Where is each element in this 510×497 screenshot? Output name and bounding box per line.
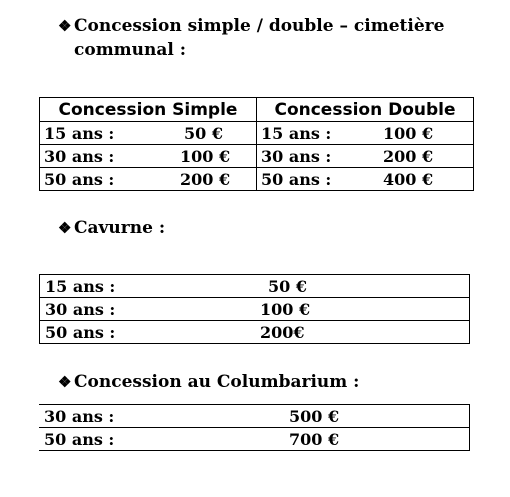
- concession-price-table: [39, 97, 474, 191]
- price-value: 200€: [260, 322, 305, 342]
- duration-label: 50 ans :: [45, 322, 116, 342]
- duration-label: 30 ans :: [44, 406, 115, 426]
- heading-text: Concession au Columbarium :: [74, 372, 360, 392]
- price-value: 50 €: [184, 123, 223, 143]
- price-value: 500 €: [289, 406, 340, 426]
- table-header-row: [40, 98, 474, 122]
- price-value: 100 €: [383, 123, 434, 143]
- table-row: [39, 428, 470, 451]
- section-heading-concession: [58, 14, 478, 62]
- table-row: [40, 122, 474, 145]
- price-value: 200 €: [383, 146, 434, 166]
- diamond-bullet-icon: ❖: [58, 373, 72, 391]
- double-cell: [257, 168, 474, 191]
- table-row: [40, 321, 470, 344]
- diamond-bullet-icon: ❖: [58, 219, 72, 237]
- diamond-bullet-icon: ❖: [58, 17, 72, 35]
- header-concession-simple: Concession Simple: [40, 98, 257, 122]
- price-value: 200 €: [180, 169, 231, 189]
- header-concession-double: Concession Double: [257, 98, 474, 122]
- double-cell: [257, 145, 474, 168]
- price-value: 700 €: [289, 429, 340, 449]
- simple-cell: [40, 168, 257, 191]
- duration-label: 50 ans :: [261, 169, 332, 189]
- price-value: 100 €: [180, 146, 231, 166]
- table-row: [39, 405, 470, 428]
- table-row: [40, 145, 474, 168]
- simple-cell: [40, 145, 257, 168]
- table-row: [40, 298, 470, 321]
- duration-label: 30 ans :: [44, 146, 115, 166]
- price-value: 100 €: [260, 299, 311, 319]
- double-cell: [257, 122, 474, 145]
- section-heading-cavurne: [58, 216, 165, 240]
- duration-label: 50 ans :: [44, 429, 115, 449]
- simple-cell: [40, 122, 257, 145]
- duration-label: 15 ans :: [261, 123, 332, 143]
- price-value: 400 €: [383, 169, 434, 189]
- cavurne-price-table: [39, 274, 470, 344]
- heading-line-1: Concession simple / double – cimetière: [74, 16, 445, 36]
- table-row: [40, 168, 474, 191]
- table-row: [40, 275, 470, 298]
- price-value: 50 €: [268, 276, 307, 296]
- duration-label: 30 ans :: [261, 146, 332, 166]
- section-heading-columbarium: [58, 370, 359, 394]
- heading-line-2: communal :: [74, 40, 187, 60]
- heading-text: Cavurne :: [74, 218, 166, 238]
- duration-label: 15 ans :: [44, 123, 115, 143]
- duration-label: 15 ans :: [45, 276, 116, 296]
- duration-label: 50 ans :: [44, 169, 115, 189]
- duration-label: 30 ans :: [45, 299, 116, 319]
- columbarium-price-table: [39, 404, 470, 451]
